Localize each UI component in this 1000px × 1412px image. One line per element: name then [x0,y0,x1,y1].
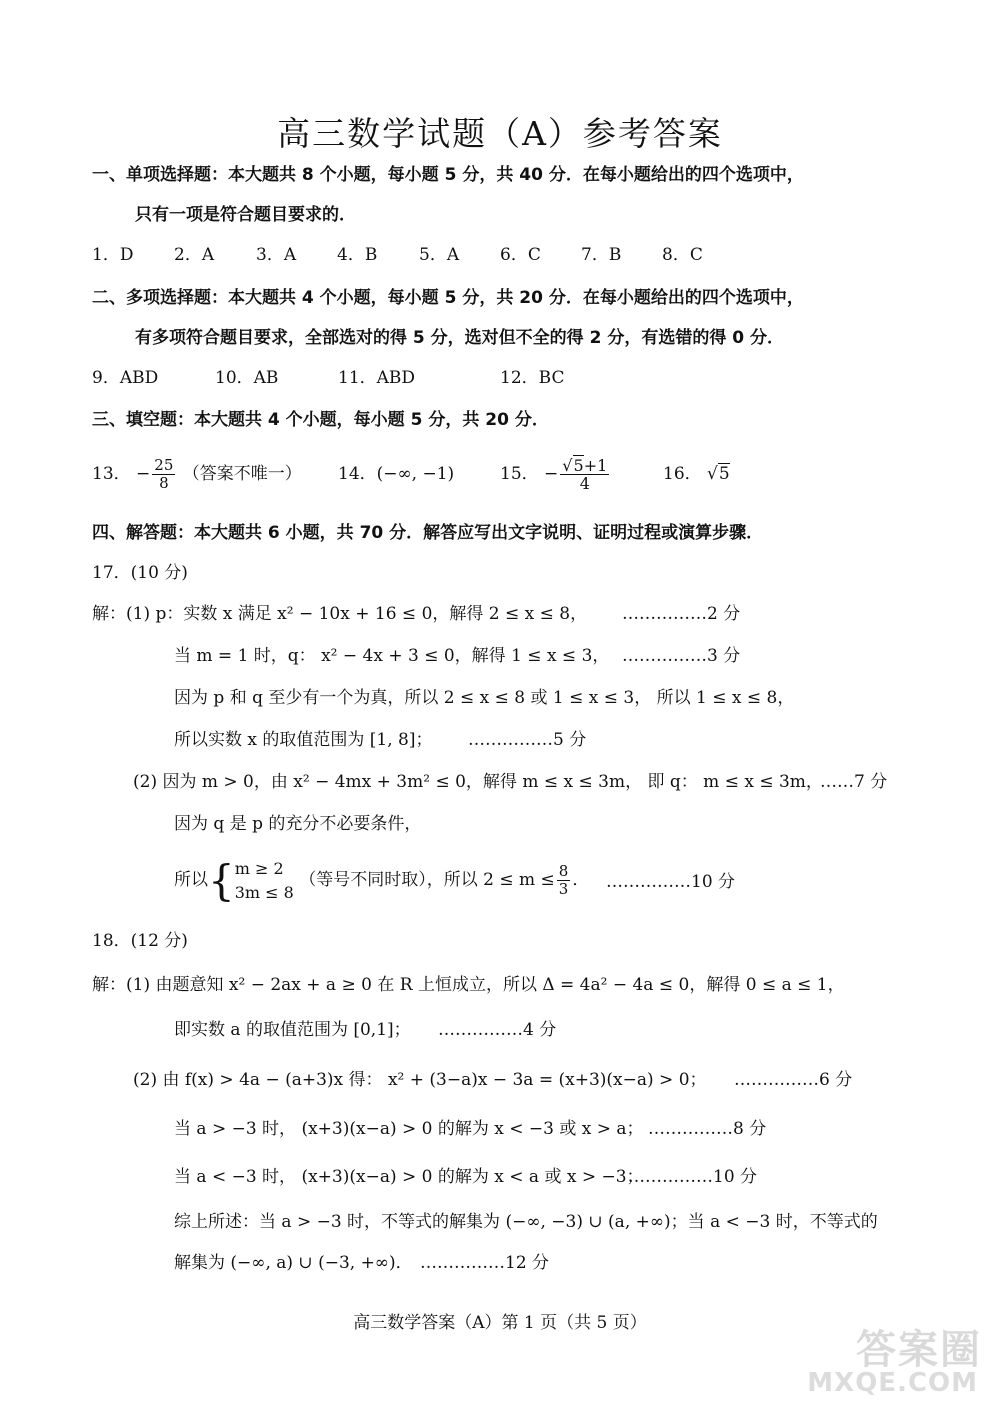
q17-line-5: (2) 因为 m > 0，由 x² − 4mx + 3m² ≤ 0，解得 m ≤ x ≤ 3m， 即 q： m ≤ x ≤ 3m， [133,772,823,792]
q18-line-2: 即实数 a 的取值范围为 [0,1]； [174,1020,411,1040]
page-footer: 高三数学答案（A）第 1 页（共 5 页） [353,1313,647,1333]
section-2-heading-cont: 有多项符合题目要求，全部选对的得 5 分，选对但不全的得 2 分，有选错的得 0 分． [135,328,784,348]
section-4-heading: 四、解答题：本大题共 6 小题，共 70 分．解答应写出文字说明、证明过程或演算步骤． [92,523,764,543]
q17-line-4: 所以实数 x 的取值范围为 [1, 8]； [174,730,433,750]
page-title: 高三数学试题（A）参考答案 [277,114,723,153]
fraction-denominator: 4 [579,474,590,493]
q18-score-7: ……………12 分 [420,1253,550,1273]
answer-item: 9．ABD [92,368,159,388]
fraction-denominator: 3 [558,880,569,898]
fraction-numerator: √5+1 [562,456,608,475]
q17-line-7-prefix: 所以 [174,870,208,890]
q18-line-3: (2) 由 f(x) > 4a − (a+3)x 得： x² + (3−a)x − 3a = (x+3)(x−a) > 0； [133,1070,707,1090]
q17-score-5: ……7 分 [820,772,888,792]
watermark-logo-text: 答案圈 [856,1327,982,1373]
section-1-heading: 一、单项选择题：本大题共 8 个小题，每小题 5 分，共 40 分．在每小题给出的四个选项中， [92,165,804,185]
fraction-denominator: 8 [159,474,169,492]
q18-line-4: 当 a > −3 时， (x+3)(x−a) > 0 的解为 x < −3 或 x > a； [174,1119,644,1139]
watermark-logo [782,1318,982,1408]
answer-15-label: 15． [500,464,539,484]
answer-item: 12．BC [500,368,565,388]
brace-icon: { [208,855,235,905]
watermark-site-text: MXQE.COM [807,1368,978,1398]
q17-line-7-end: ． [572,870,590,890]
q18-line-6: 综上所述：当 a > −3 时，不等式的解集为 (−∞, −3) ∪ (a, +∞)；当 a < −3 时，不等式的 [174,1212,878,1232]
q17-line-7-middle: （等号不同时取），所以 2 ≤ m ≤ [299,870,555,890]
q17-score-2: ……………3 分 [622,646,741,666]
answer-item: 10．AB [215,368,279,388]
answer-item: 6．C [500,245,541,265]
q18-score-5: ……………10 分 [628,1167,758,1187]
q18-score-4: ……………8 分 [648,1119,767,1139]
section-2-heading: 二、多项选择题：本大题共 4 个小题，每小题 5 分，共 20 分．在每小题给出的四个选项中， [92,288,804,308]
section-1-heading-cont: 只有一项是符合题目要求的． [135,205,356,225]
answer-13-label: 13． [92,464,131,484]
answer-14: 14．(−∞, −1) [338,464,455,484]
q18-line-5: 当 a < −3 时， (x+3)(x−a) > 0 的解为 x < a 或 x > −3； [174,1167,644,1187]
q17-line-6: 因为 q 是 p 的充分不必要条件， [174,814,422,834]
q17-score-7: ……………10 分 [606,872,736,892]
q17-heading: 17．(10 分) [92,563,188,583]
answer-13-note: （答案不唯一） [182,464,302,484]
fraction-numerator: 25 [154,456,174,474]
answer-item: 2．A [174,245,215,265]
q18-heading: 18．(12 分) [92,931,188,951]
inequality-system [235,857,294,905]
answer-item: 3．A [256,245,297,265]
q17-score-4: ……………5 分 [468,730,587,750]
q17-line-3: 因为 p 和 q 至少有一个为真，所以 2 ≤ x ≤ 8 或 1 ≤ x ≤ 3， 所以 1 ≤ x ≤ 8， [174,688,795,708]
section-3-heading: 三、填空题：本大题共 4 个小题，每小题 5 分，共 20 分． [92,410,549,430]
fraction-numerator: 8 [558,862,569,880]
system-row: m ≥ 2 [234,858,284,878]
answer-15-sign: − [544,464,559,484]
answer-item: 8．C [662,245,703,265]
q17-line-7 [174,852,589,908]
answer-13-sign: − [136,464,151,484]
q17-score-1: ……………2 分 [622,604,741,624]
q17-fraction [557,863,571,898]
q18-line-7: 解集为 (−∞, a) ∪ (−3, +∞)． [174,1253,413,1273]
answer-13-fraction [152,457,175,492]
q18-line-1: 解：(1) 由题意知 x² − 2ax + a ≥ 0 在 R 上恒成立，所以 Δ = 4a² − 4a ≤ 0，解得 0 ≤ a ≤ 1， [92,975,845,995]
answer-16-value: √5 [707,464,730,484]
answer-item: 11．ABD [338,368,416,388]
answer-15 [500,452,611,496]
answer-item: 4．B [337,245,378,265]
answer-item: 1．D [92,245,134,265]
q17-line-1: 解：(1) p：实数 x 满足 x² − 10x + 16 ≤ 0，解得 2 ≤ x ≤ 8， [92,604,588,624]
q18-score-2: ……………4 分 [438,1020,557,1040]
answer-item: 5．A [419,245,460,265]
system-row: 3m ≤ 8 [234,882,294,902]
answer-16-label: 16． [663,464,702,484]
answer-15-fraction [560,457,609,492]
answer-16 [663,462,730,486]
q18-score-3: ……………6 分 [734,1070,853,1090]
q17-line-2: 当 m = 1 时，q： x² − 4x + 3 ≤ 0，解得 1 ≤ x ≤ 3， [174,646,610,666]
answer-item: 7．B [581,245,622,265]
answer-13 [92,452,302,496]
